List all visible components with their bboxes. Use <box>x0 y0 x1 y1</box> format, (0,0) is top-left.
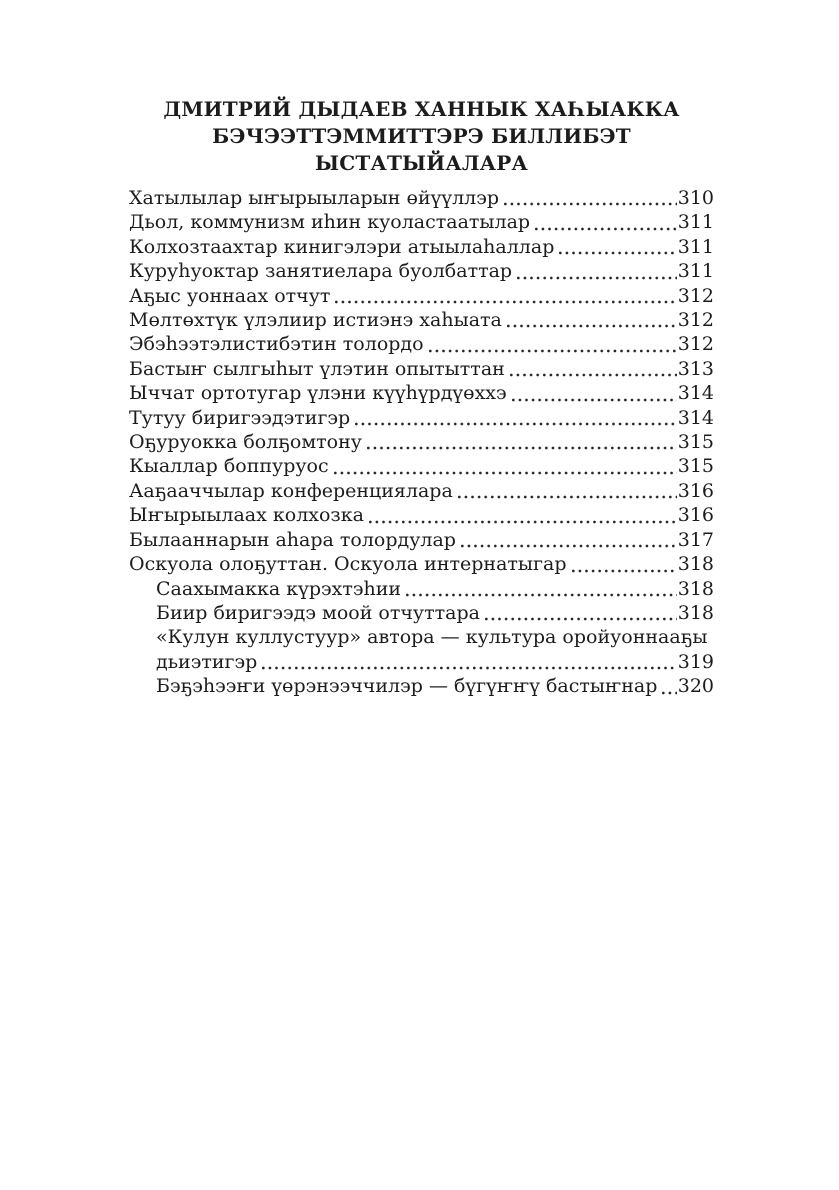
dot-leader <box>535 216 677 235</box>
toc-entry <box>129 235 714 259</box>
toc-entry-title: Кыаллар боппуруос <box>129 455 329 478</box>
toc-entry-page: 319 <box>677 650 714 673</box>
toc-entry-title: Колхозтаахтар кинигэлэри атыылаһаллар <box>129 235 555 258</box>
toc-entry-title: «Кулун куллустуур» автора — культура оройуоннааҕы <box>156 626 708 649</box>
toc-entry <box>129 284 714 308</box>
dot-leader <box>406 582 677 601</box>
toc-entry-title: Аҕыс уоннаах отчут <box>129 284 331 307</box>
dot-leader <box>458 484 677 503</box>
toc-entry <box>129 332 714 356</box>
toc-entry <box>129 454 714 478</box>
toc-entry <box>129 430 714 454</box>
toc-entry-title: Дьол, коммунизм иһин куоластаатылар <box>129 211 531 234</box>
toc-entry <box>129 650 714 674</box>
toc-entry <box>129 381 714 405</box>
toc-entry-title: Саахымакка күрэхтэһии <box>156 577 402 600</box>
toc-entry <box>129 552 714 576</box>
toc-entry-page: 313 <box>677 357 714 380</box>
section-title <box>129 96 714 177</box>
toc-entry-title: Бэҕэһээҥи үөрэнээччилэр — бүгүҥҥү бастыҥнар <box>156 675 658 698</box>
dot-leader <box>367 435 677 454</box>
toc-entry <box>129 674 714 698</box>
toc-entry <box>129 357 714 381</box>
toc-entry <box>129 528 714 552</box>
section-title-line1: ДМИТРИЙ ДЫДАЕВ ХАННЫК ХАҺЫАККА <box>163 97 680 121</box>
toc-entry-title: Эбэһээтэлистибэтин толордо <box>129 333 424 356</box>
toc-entry-page: 311 <box>677 260 714 283</box>
toc-entry-title: Бастыҥ сылгыһыт үлэтин опытыттан <box>129 357 505 380</box>
toc-entry-title: Оскуола олоҕуттан. Оскуола интернатыгар <box>129 553 567 576</box>
dot-leader <box>510 362 677 381</box>
dot-leader <box>335 289 676 308</box>
dot-leader <box>485 606 677 625</box>
dot-leader <box>559 240 676 259</box>
dot-leader <box>662 680 676 699</box>
toc-entry <box>129 406 714 430</box>
toc-entry <box>129 259 714 283</box>
toc-entry-title: Ыҥырыылаах колхозка <box>129 504 364 527</box>
toc-entry <box>129 210 714 234</box>
toc-entry <box>129 479 714 503</box>
toc-entry <box>129 503 714 527</box>
dot-leader <box>369 509 677 528</box>
section-title-line2: БЭЧЭЭТТЭММИТТЭРЭ БИЛЛИБЭТ ЫСТАТЫЙАЛАРА <box>212 124 631 175</box>
toc-entry-page: 315 <box>677 431 714 454</box>
toc-entry-title: Биир биригээдэ моой отчуттара <box>156 601 480 624</box>
dot-leader <box>507 313 677 332</box>
toc-entry-page: 312 <box>677 333 714 356</box>
dot-leader <box>429 338 677 357</box>
toc-entry-title: Ыччат ортотугар үлэни күүһүрдүөххэ <box>129 382 507 405</box>
toc-entry-page: 320 <box>677 675 714 698</box>
toc-entry-title: Былааннарын аһара толордулар <box>129 528 456 551</box>
toc-entry-page: 318 <box>677 601 714 624</box>
toc-entry-page: 312 <box>677 309 714 332</box>
dot-leader <box>262 655 676 674</box>
toc-entry-page: 317 <box>677 528 714 551</box>
toc-entry-title: дьиэтигэр <box>156 650 258 673</box>
toc-entry-page: 314 <box>677 406 714 429</box>
dot-leader <box>504 191 677 210</box>
toc-entry-page: 311 <box>677 235 714 258</box>
page-content <box>129 96 714 699</box>
toc-entry-page: 318 <box>677 577 714 600</box>
toc-entry-title: Мөлтөхтүк үлэлиир истиэнэ хаһыата <box>129 309 502 332</box>
toc-entry-title: Хатылылар ыҥырыыларын өйүүллэр <box>129 187 500 209</box>
toc-entry-page: 318 <box>677 553 714 576</box>
toc-entry-page: 314 <box>677 382 714 405</box>
toc-entry-title: Ааҕааччылар конференциялара <box>129 479 453 502</box>
toc-entry <box>129 577 714 601</box>
toc-entry-page: 316 <box>677 479 714 502</box>
toc-entry-page: 310 <box>677 187 714 209</box>
toc-entry <box>129 601 714 625</box>
dot-leader <box>572 558 677 577</box>
toc-entry <box>129 186 714 210</box>
dot-leader <box>355 411 677 430</box>
toc-entry-page: 312 <box>677 284 714 307</box>
toc-entry-page: 315 <box>677 455 714 478</box>
toc-entry <box>129 625 714 649</box>
dot-leader <box>461 533 677 552</box>
toc-entry-page: 311 <box>677 211 714 234</box>
toc-entry <box>129 308 714 332</box>
dot-leader <box>334 460 677 479</box>
dot-leader <box>512 387 677 406</box>
toc-entry-title: Куруһуоктар занятиелара буолбаттар <box>129 260 513 283</box>
toc-entry-title: Тутуу биригээдэтигэр <box>129 406 351 429</box>
toc-list <box>129 186 714 699</box>
toc-entry-title: Оҕуруокка болҕомтону <box>129 431 362 454</box>
toc-entry-page: 316 <box>677 504 714 527</box>
dot-leader <box>517 265 677 284</box>
